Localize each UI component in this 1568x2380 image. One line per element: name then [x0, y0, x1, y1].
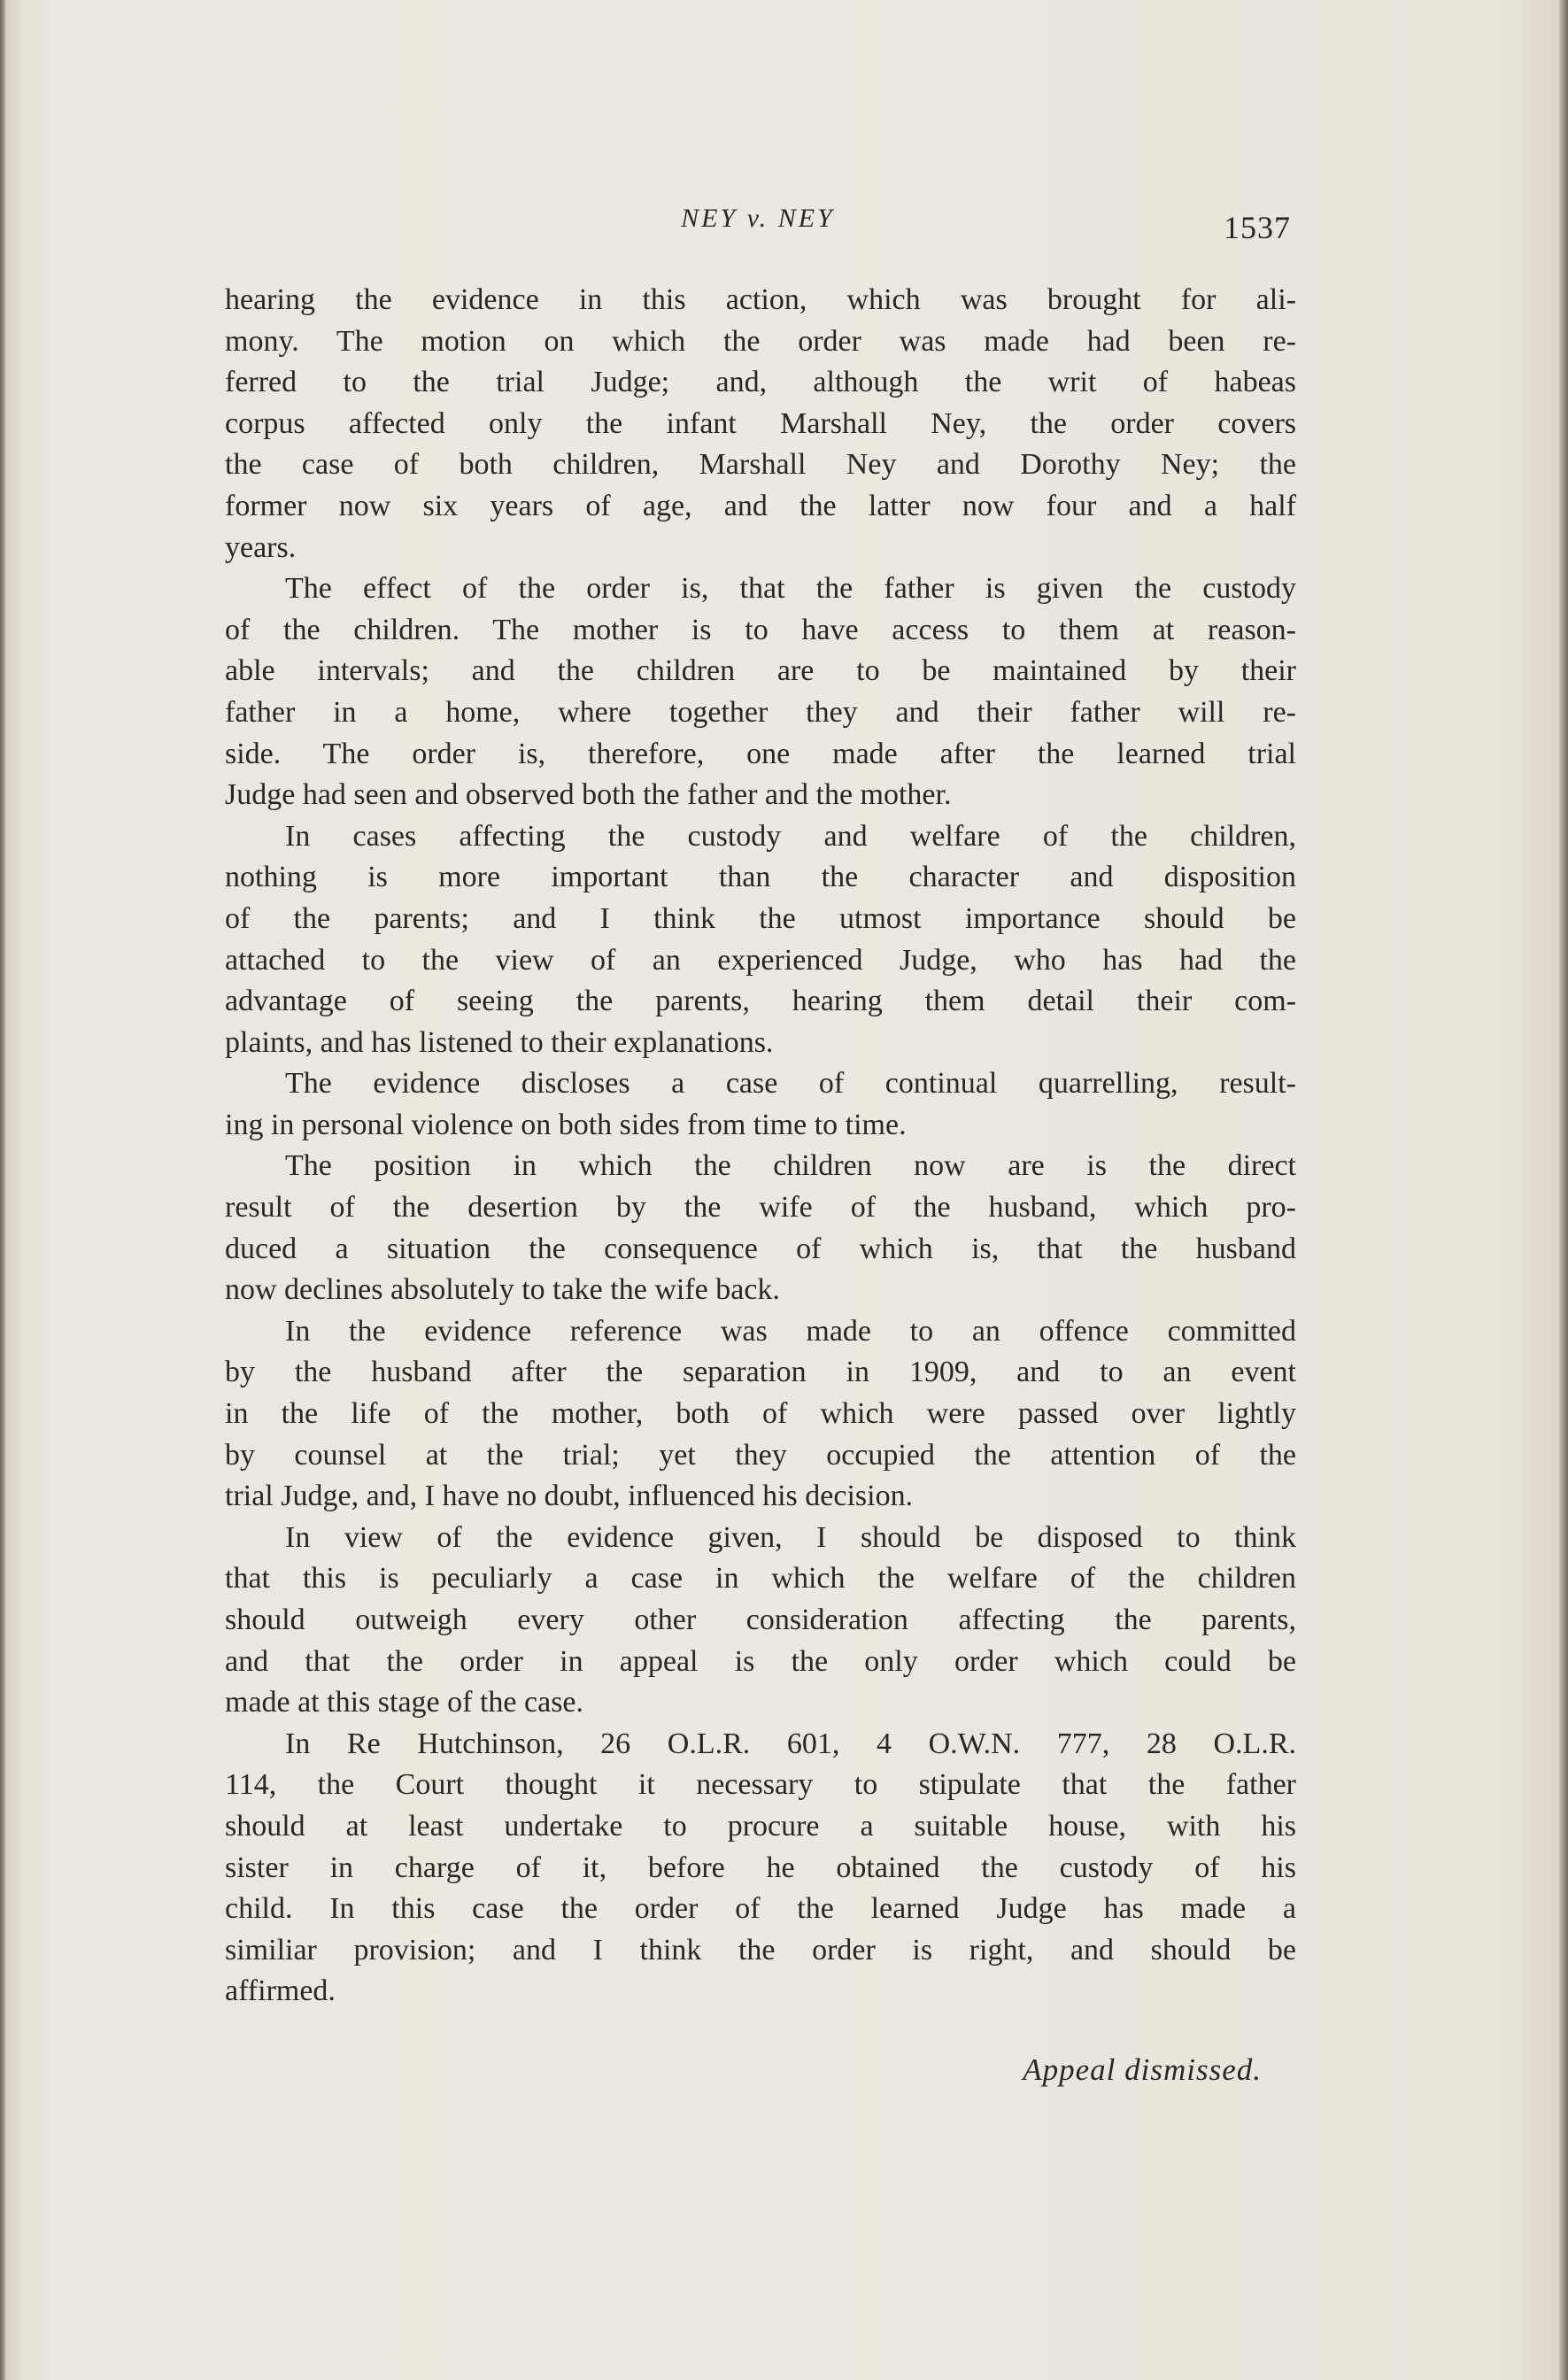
text-line: result of the desertion by the wife of the husband, which pro- — [225, 1191, 1296, 1225]
page-number: 1537 — [1224, 210, 1291, 245]
text-line: of the children. The mother is to have access to them at reason- — [225, 613, 1296, 646]
text-line: advantage of seeing the parents, hearing them detail their com- — [225, 985, 1296, 1018]
text-line: mony. The motion on which the order was made had been re- — [225, 324, 1296, 358]
text-line: side. The order is, therefore, one made after the learned trial — [225, 737, 1296, 770]
text-line: The evidence discloses a case of continual quarrelling, result- — [285, 1067, 1296, 1101]
text-line: that this is peculiarly a case in which the welfare of the children — [225, 1562, 1296, 1596]
text-line: in the life of the mother, both of which were passed over lightly — [225, 1397, 1296, 1431]
text-line: by counsel at the trial; yet they occupied the attention of the — [225, 1438, 1296, 1472]
body-text — [225, 280, 1296, 2013]
text-line: and that the order in appeal is the only order which could be — [225, 1644, 1296, 1678]
text-line: The position in which the children now are is the direct — [285, 1149, 1296, 1183]
text-line: the case of both children, Marshall Ney and Dorothy Ney; the — [225, 448, 1296, 482]
text-line: made at this stage of the case. — [225, 1686, 584, 1719]
text-line: should outweigh every other consideration affecting the parents, — [225, 1603, 1296, 1636]
text-line: ing in personal violence on both sides from time to time. — [225, 1108, 907, 1141]
page-outer-edge — [1559, 0, 1568, 2380]
text-line: 114, the Court thought it necessary to stipulate that the father — [225, 1768, 1296, 1802]
text-line: corpus affected only the infant Marshall Ney, the order covers — [225, 406, 1296, 440]
text-line: former now six years of age, and the latter now four and a half — [225, 489, 1296, 522]
text-line: attached to the view of an experienced Judge, who has had the — [225, 943, 1296, 977]
text-line: nothing is more important than the character and disposition — [225, 861, 1296, 894]
page-binding-edge — [0, 0, 5, 2380]
text-line: Judge had seen and observed both the father and the mother. — [225, 778, 952, 812]
text-line: by the husband after the separation in 1909, and to an event — [225, 1356, 1296, 1389]
text-line: similiar provision; and I think the order is right, and should be — [225, 1933, 1296, 1967]
text-line: years. — [225, 530, 297, 564]
verdict-line: Appeal dismissed. — [1023, 2052, 1262, 2087]
text-line: child. In this case the order of the learned Judge has made a — [225, 1892, 1296, 1926]
text-line: sister in charge of it, before he obtained the custody of his — [225, 1851, 1296, 1884]
text-line: In the evidence reference was made to an offence committed — [285, 1314, 1296, 1348]
text-line: able intervals; and the children are to be maintained by their — [225, 654, 1296, 688]
text-line: duced a situation the consequence of which is, that the husband — [225, 1232, 1296, 1265]
text-line: hearing the evidence in this action, which was brought for ali- — [225, 283, 1296, 316]
text-line: The effect of the order is, that the father is given the custody — [285, 572, 1296, 606]
text-line: In view of the evidence given, I should be disposed to think — [285, 1520, 1296, 1554]
text-line: father in a home, where together they and their father will re- — [225, 695, 1296, 729]
text-line: now declines absolutely to take the wife back. — [225, 1273, 780, 1307]
text-line: should at least undertake to procure a suitable house, with his — [225, 1809, 1296, 1843]
text-line: trial Judge, and, I have no doubt, influenced his decision. — [225, 1480, 914, 1513]
text-line: In Re Hutchinson, 26 O.L.R. 601, 4 O.W.N. 777, 28 O.L.R. — [285, 1727, 1296, 1760]
running-head — [225, 197, 1291, 250]
text-line: ferred to the trial Judge; and, although the writ of habeas — [225, 366, 1296, 399]
text-line: affirmed. — [225, 1974, 336, 2008]
text-line: of the parents; and I think the utmost importance should be — [225, 901, 1296, 935]
text-line: plaints, and has listened to their explanations. — [225, 1025, 774, 1059]
running-title: NEY v. NEY — [681, 204, 835, 233]
text-line: In cases affecting the custody and welfare of the children, — [285, 819, 1296, 853]
